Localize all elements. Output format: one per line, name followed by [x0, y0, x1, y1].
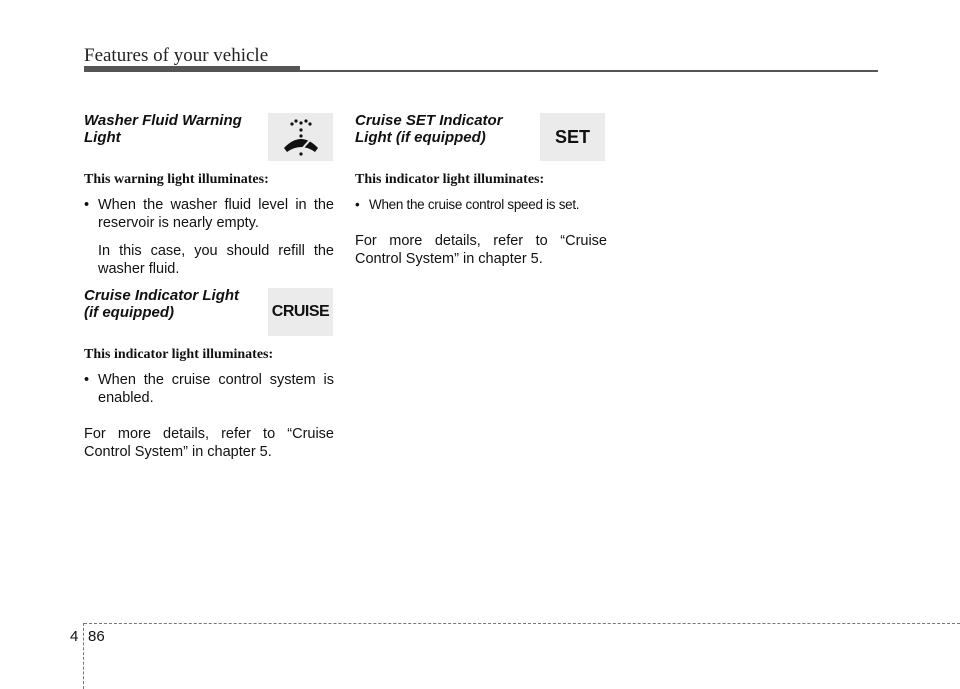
washer-lead: This warning light illuminates: [84, 172, 269, 187]
cruise-set-section-title [355, 112, 535, 146]
cruise-icon-box [268, 288, 333, 336]
cruise-title-line2: (if equipped) [84, 304, 174, 321]
cruise-bullet: • When the cruise control system is enabled. [84, 372, 334, 406]
washer-bullet: • When the washer fluid level in the reservoir is nearly empty. [84, 197, 334, 231]
header-rule-thick [84, 66, 300, 72]
washer-section-title [84, 112, 264, 146]
washer-body [84, 172, 334, 278]
cruise-set-icon-box [540, 113, 605, 161]
header-rule-thin [300, 70, 878, 72]
cruise-details: For more details, refer to “Cruise Control System” in chapter 5. [84, 426, 334, 460]
page-header-title: Features of your vehicle [84, 45, 269, 66]
cruise-body [84, 347, 334, 461]
cruise-title-line1: Cruise Indicator Light [84, 287, 240, 304]
cruise-set-title-line1: Cruise SET Indicator [355, 112, 503, 129]
washer-title-line1: Washer Fluid Warning [84, 112, 242, 129]
cruise-set-lead: This indicator light illuminates: [355, 172, 545, 187]
washer-fluid-icon [280, 118, 322, 156]
cruise-set-details: For more details, refer to “Cruise Control System” in chapter 5. [355, 233, 607, 267]
cruise-set-bullet: • When the cruise control speed is set. [355, 197, 580, 212]
washer-fluid-icon-box [268, 113, 333, 161]
cruise-section-title [84, 287, 264, 321]
cruise-set-title-line2: Light (if equipped) [355, 129, 486, 146]
footer-divider [83, 623, 84, 689]
cruise-set-icon-label: SET [554, 126, 590, 147]
footer-page-number: 86 [88, 628, 105, 645]
footer-chapter-number: 4 [70, 628, 79, 645]
washer-title-line2: Light [84, 129, 121, 146]
washer-note: In this case, you should refill the washer fluid. [98, 243, 334, 277]
cruise-lead: This indicator light illuminates: [84, 347, 274, 362]
cruise-set-body [355, 172, 607, 268]
footer-rule [84, 623, 960, 624]
cruise-icon-label: CRUISE [271, 303, 330, 320]
